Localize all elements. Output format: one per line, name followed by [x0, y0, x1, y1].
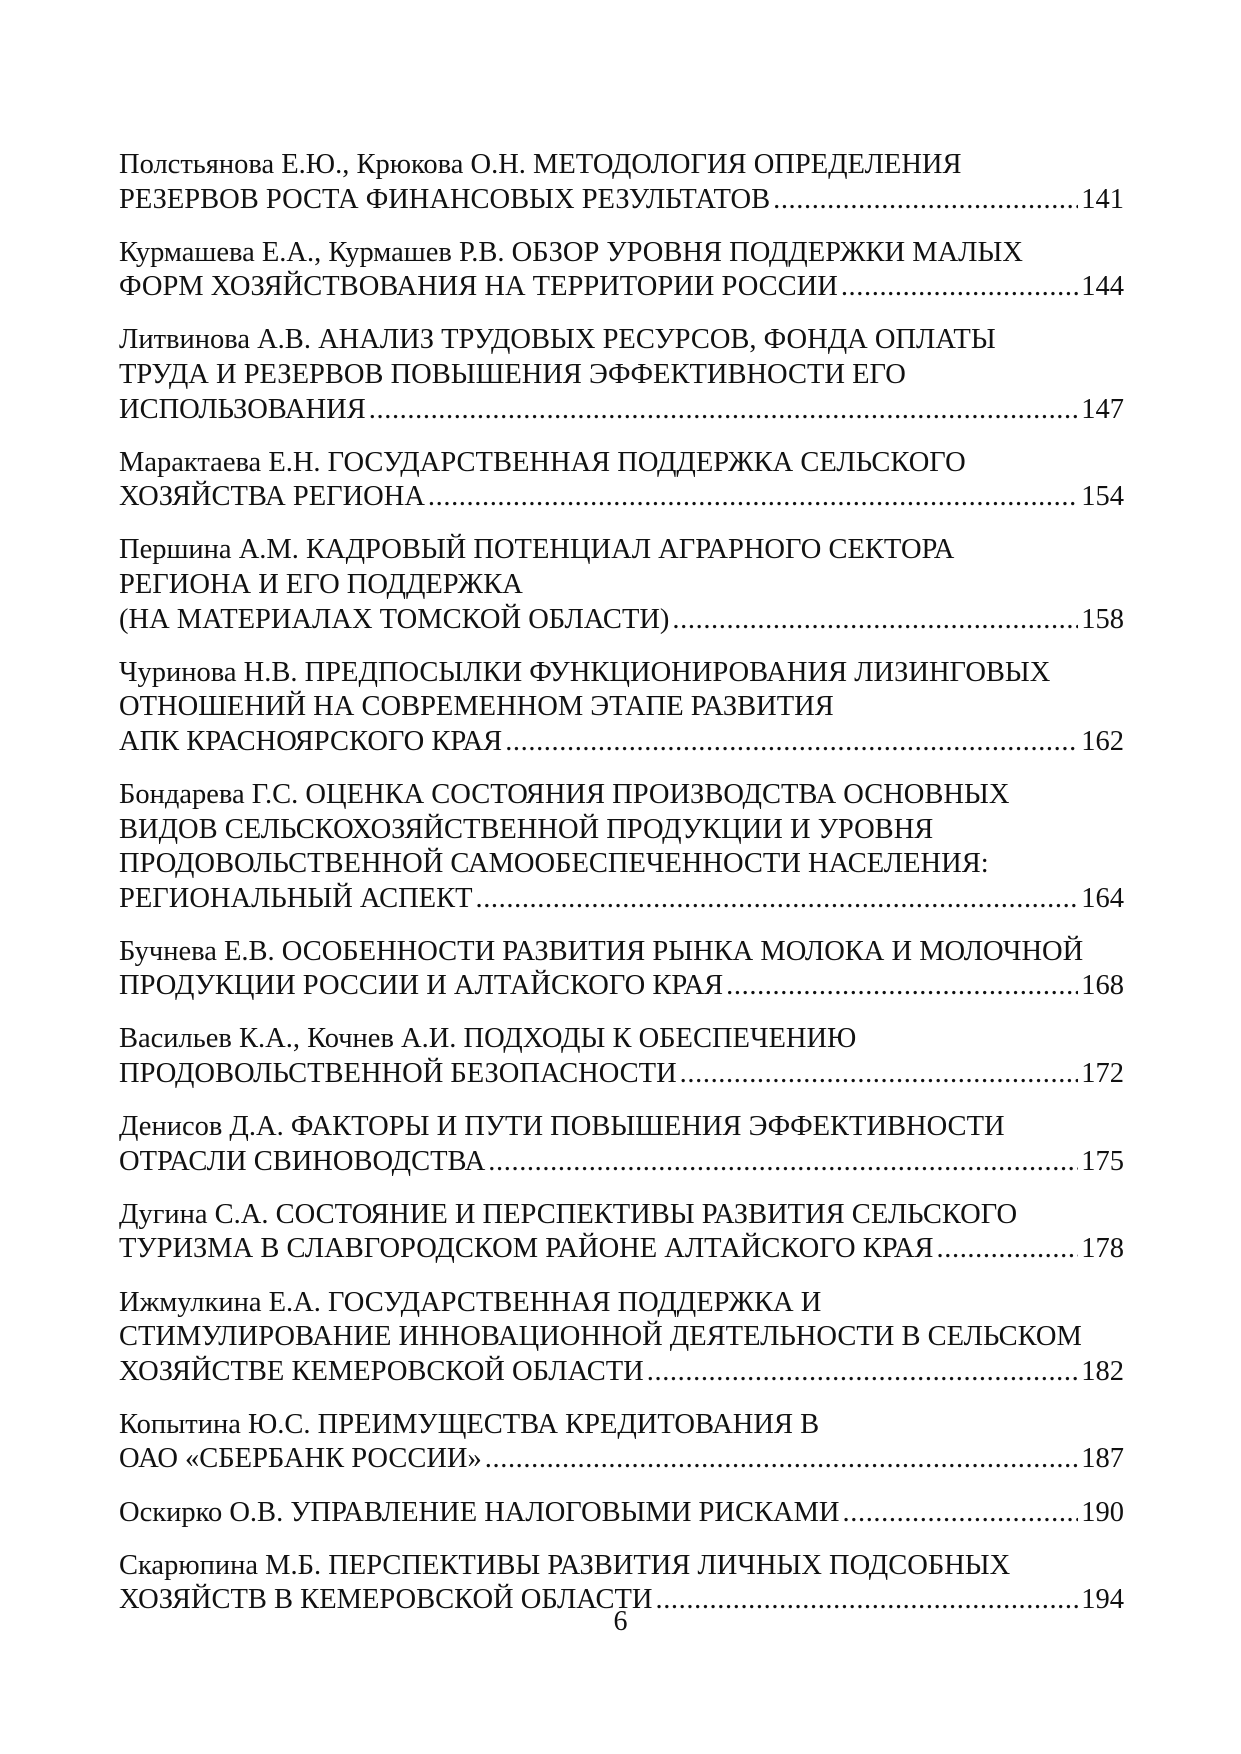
toc-entry-title-line: РЕГИОНАЛЬНЫЙ АСПЕКТ — [119, 882, 473, 914]
toc-entry — [119, 778, 1124, 916]
toc-entry-last-line — [119, 1057, 1124, 1092]
toc-entry-title-line: Бондарева Г.С. ОЦЕНКА СОСТОЯНИЯ ПРОИЗВОДСТВА ОСНОВНЫХ — [119, 778, 1010, 810]
toc-entry-page-number: 175 — [1081, 1145, 1124, 1177]
toc-entry-title-line: ТРУДА И РЕЗЕРВОВ ПОВЫШЕНИЯ ЭФФЕКТИВНОСТИ ЕГО — [119, 358, 906, 390]
toc-entry-title-line: СТИМУЛИРОВАНИЕ ИННОВАЦИОННОЙ ДЕЯТЕЛЬНОСТИ В СЕЛЬСКОМ — [119, 1321, 1082, 1353]
toc-entry-title-line: ИСПОЛЬЗОВАНИЯ — [119, 393, 366, 425]
toc-entry — [119, 1198, 1124, 1267]
toc-entry — [119, 935, 1124, 1004]
toc-entry-page-number: 168 — [1081, 970, 1124, 1002]
toc-entry — [119, 1110, 1124, 1179]
toc-entry-page-number: 147 — [1081, 393, 1124, 425]
toc-entry-title-line: Ижмулкина Е.А. ГОСУДАРСТВЕННАЯ ПОДДЕРЖКА И — [119, 1286, 822, 1318]
toc-entry — [119, 533, 1124, 637]
table-of-contents — [119, 148, 1124, 1636]
toc-entry-title-line: ХОЗЯЙСТВ В КЕМЕРОВСКОЙ ОБЛАСТИ — [119, 1584, 653, 1616]
dot-leader — [369, 393, 1078, 428]
toc-entry-title-line: Оскирко О.В. УПРАВЛЕНИЕ НАЛОГОВЫМИ РИСКАМИ — [119, 1496, 840, 1528]
toc-entry-title-line: Першина А.М. КАДРОВЫЙ ПОТЕНЦИАЛ АГРАРНОГО СЕКТОРА — [119, 534, 955, 566]
dot-leader — [937, 1232, 1079, 1267]
toc-entry-page-number: 172 — [1081, 1058, 1124, 1090]
dot-leader — [841, 270, 1078, 305]
dot-leader — [505, 725, 1078, 760]
toc-entry-last-line — [119, 270, 1124, 305]
toc-entry-title-line: (НА МАТЕРИАЛАХ ТОМСКОЙ ОБЛАСТИ) — [119, 603, 670, 635]
toc-entry-title-line: ОТНОШЕНИЙ НА СОВРЕМЕННОМ ЭТАПЕ РАЗВИТИЯ — [119, 691, 834, 723]
dot-leader — [773, 183, 1078, 218]
page-number: 6 — [613, 1606, 628, 1637]
toc-entry-title-line: ВИДОВ СЕЛЬСКОХОЗЯЙСТВЕННОЙ ПРОДУКЦИИ И УРОВНЯ — [119, 813, 934, 845]
toc-entry-page-number: 182 — [1081, 1355, 1124, 1387]
toc-entry-title-line: Скарюпина М.Б. ПЕРСПЕКТИВЫ РАЗВИТИЯ ЛИЧНЫХ ПОДСОБНЫХ — [119, 1549, 1011, 1581]
toc-entry — [119, 656, 1124, 760]
dot-leader — [680, 1057, 1079, 1092]
toc-entry-title-line: ПРОДОВОЛЬСТВЕННОЙ БЕЗОПАСНОСТИ — [119, 1058, 677, 1090]
toc-entry-page-number: 141 — [1081, 183, 1124, 215]
toc-entry-page-number: 144 — [1081, 271, 1124, 303]
toc-entry-title-line: ХОЗЯЙСТВЕ КЕМЕРОВСКОЙ ОБЛАСТИ — [119, 1355, 644, 1387]
toc-entry-page-number: 178 — [1081, 1233, 1124, 1265]
toc-entry-title-line: ПРОДУКЦИИ РОССИИ И АЛТАЙСКОГО КРАЯ — [119, 970, 724, 1002]
toc-entry — [119, 236, 1124, 305]
dot-leader — [485, 1442, 1078, 1477]
dot-leader — [475, 882, 1078, 917]
toc-entry-title-line: Чуринова Н.В. ПРЕДПОСЫЛКИ ФУНКЦИОНИРОВАНИЯ ЛИЗИНГОВЫХ — [119, 656, 1051, 688]
toc-entry-last-line — [119, 725, 1124, 760]
toc-entry-title-line: АПК КРАСНОЯРСКОГО КРАЯ — [119, 725, 503, 757]
toc-entry — [119, 1286, 1124, 1390]
dot-leader — [672, 603, 1078, 638]
toc-entry-last-line — [119, 1145, 1124, 1180]
toc-entry-last-line — [119, 1496, 1124, 1531]
toc-entry-title-line: Бучнева Е.В. ОСОБЕННОСТИ РАЗВИТИЯ РЫНКА МОЛОКА И МОЛОЧНОЙ — [119, 935, 1084, 967]
dot-leader — [647, 1355, 1079, 1390]
toc-entry-title-line: Марактаева Е.Н. ГОСУДАРСТВЕННАЯ ПОДДЕРЖКА СЕЛЬСКОГО — [119, 446, 966, 478]
toc-entry-title-line: ХОЗЯЙСТВА РЕГИОНА — [119, 481, 425, 513]
dot-leader — [428, 480, 1078, 515]
toc-entry-last-line — [119, 969, 1124, 1004]
toc-entry-title-line: Литвинова А.В. АНАЛИЗ ТРУДОВЫХ РЕСУРСОВ, ФОНДА ОПЛАТЫ — [119, 324, 996, 356]
toc-entry-last-line — [119, 882, 1124, 917]
toc-entry-title-line: Курмашева Е.А., Курмашев Р.В. ОБЗОР УРОВНЯ ПОДДЕРЖКИ МАЛЫХ — [119, 236, 1023, 268]
dot-leader — [488, 1145, 1078, 1180]
toc-entry-last-line — [119, 393, 1124, 428]
toc-entry-page-number: 194 — [1081, 1584, 1124, 1616]
toc-entry-title-line: РЕЗЕРВОВ РОСТА ФИНАНСОВЫХ РЕЗУЛЬТАТОВ — [119, 183, 771, 215]
toc-entry-page-number: 190 — [1081, 1496, 1124, 1528]
toc-entry — [119, 1496, 1124, 1531]
toc-entry-title-line: РЕГИОНА И ЕГО ПОДДЕРЖКА — [119, 568, 523, 600]
toc-entry-title-line: Копытина Ю.С. ПРЕИМУЩЕСТВА КРЕДИТОВАНИЯ В — [119, 1408, 820, 1440]
toc-entry-title-line: ТУРИЗМА В СЛАВГОРОДСКОМ РАЙОНЕ АЛТАЙСКОГО КРАЯ — [119, 1233, 934, 1265]
toc-entry-page-number: 158 — [1081, 603, 1124, 635]
toc-entry — [119, 1408, 1124, 1477]
toc-entry-title-line: ОТРАСЛИ СВИНОВОДСТВА — [119, 1145, 486, 1177]
toc-entry — [119, 323, 1124, 427]
toc-entry-title-line: Полстьянова Е.Ю., Крюкова О.Н. МЕТОДОЛОГИЯ ОПРЕДЕЛЕНИЯ — [119, 149, 962, 180]
toc-entry-last-line — [119, 480, 1124, 515]
toc-entry-page-number: 154 — [1081, 481, 1124, 513]
toc-entry-title-line: ОАО «СБЕРБАНК РОССИИ» — [119, 1443, 482, 1475]
toc-entry — [119, 1022, 1124, 1091]
toc-entry-title-line: Васильев К.А., Кочнев А.И. ПОДХОДЫ К ОБЕСПЕЧЕНИЮ — [119, 1023, 857, 1055]
toc-entry — [119, 148, 1124, 217]
toc-entry-page-number: 187 — [1081, 1443, 1124, 1475]
toc-entry-last-line — [119, 183, 1124, 218]
toc-entry-title-line: ПРОДОВОЛЬСТВЕННОЙ САМООБЕСПЕЧЕННОСТИ НАСЕЛЕНИЯ: — [119, 848, 989, 880]
toc-entry-last-line — [119, 1232, 1124, 1267]
toc-entry-page-number: 162 — [1081, 725, 1124, 757]
toc-entry-title-line: ФОРМ ХОЗЯЙСТВОВАНИЯ НА ТЕРРИТОРИИ РОССИИ — [119, 271, 838, 303]
toc-entry-title-line: Денисов Д.А. ФАКТОРЫ И ПУТИ ПОВЫШЕНИЯ ЭФФЕКТИВНОСТИ — [119, 1111, 1005, 1143]
dot-leader — [726, 969, 1078, 1004]
toc-entry — [119, 446, 1124, 515]
toc-entry-last-line — [119, 1355, 1124, 1390]
toc-entry-title-line: Дугина С.А. СОСТОЯНИЕ И ПЕРСПЕКТИВЫ РАЗВИТИЯ СЕЛЬСКОГО — [119, 1198, 1018, 1230]
toc-entry-last-line — [119, 603, 1124, 638]
toc-entry-last-line — [119, 1442, 1124, 1477]
toc-entry-page-number: 164 — [1081, 882, 1124, 914]
dot-leader — [843, 1496, 1079, 1531]
